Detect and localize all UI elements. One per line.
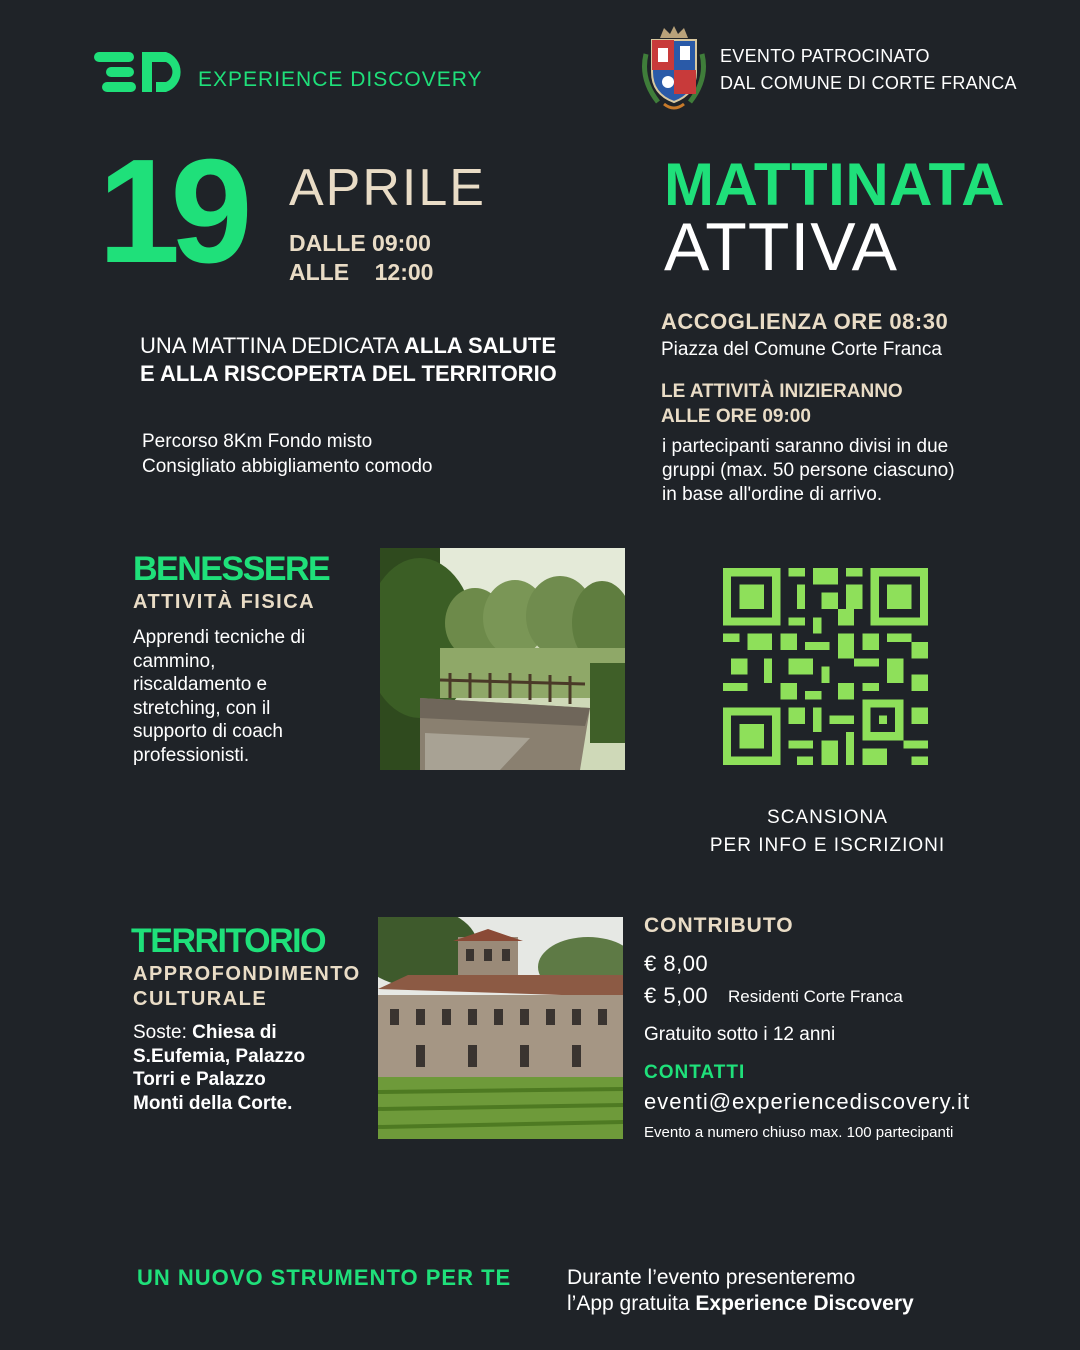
footer-line-app [567, 1292, 914, 1316]
free-entry: Gratuito sotto i 12 anni [644, 1024, 836, 1045]
time-from: DALLE 09:00 [289, 230, 431, 256]
event-title-line2: ATTIVA [664, 209, 898, 285]
patronage-line: DAL COMUNE DI CORTE FRANCA [720, 73, 1017, 93]
territorio-subtitle-line: APPROFONDIMENTO [133, 963, 361, 985]
territorio-title: TERRITORIO [131, 922, 326, 960]
groups-line: in base all'ordine di arrivo. [662, 484, 883, 505]
event-month: APRILE [289, 159, 486, 217]
route-detail: Percorso 8Km Fondo misto [142, 431, 373, 452]
footer-heading: UN NUOVO STRUMENTO PER TE [137, 1265, 512, 1290]
qr-code-icon[interactable] [723, 568, 928, 765]
start-heading-line: ALLE ORE 09:00 [661, 406, 811, 427]
benessere-body [133, 626, 305, 767]
footer-app-name: Experience Discovery [695, 1292, 914, 1315]
intro-text [140, 332, 560, 388]
stops-line: Chiesa di [192, 1022, 277, 1043]
territorio-stops [133, 1021, 305, 1115]
start-heading [661, 379, 981, 429]
contact-email[interactable]: eventi@experiencediscovery.it [644, 1089, 971, 1114]
price-reduced: € 5,00 [644, 983, 709, 1008]
brand-logo-icon [94, 50, 190, 94]
qr-caption-line: SCANSIONA [767, 807, 888, 828]
palazzo-photo [378, 917, 623, 1139]
benessere-title: BENESSERE [133, 550, 330, 588]
price-full: € 8,00 [644, 951, 709, 976]
intro-bold: ALLA SALUTE E ALLA RISCOPERTA DEL TERRITORIO [140, 333, 557, 386]
olive-path-photo [380, 548, 625, 770]
benessere-line: stretching, con il [133, 697, 271, 719]
route-detail: Consigliato abbigliamento comodo [142, 456, 433, 477]
welcome-place: Piazza del Comune Corte Franca [661, 339, 942, 360]
benessere-line: professionisti. [133, 744, 250, 766]
footer-app-plain: l’App gratuita [567, 1292, 696, 1315]
stops-line: S.Eufemia, Palazzo [133, 1045, 306, 1067]
groups-line: i partecipanti saranno divisi in due [662, 436, 949, 457]
price-reduced-note: Residenti Corte Franca [728, 987, 903, 1006]
qr-caption-line: PER INFO E ISCRIZIONI [709, 835, 946, 856]
benessere-subtitle: ATTIVITÀ FISICA [133, 591, 316, 613]
footer-line: Durante l’evento presenteremo [567, 1266, 856, 1289]
benessere-line: Apprendi tecniche di [133, 627, 306, 648]
start-heading-line: LE ATTIVITÀ INIZIERANNO [661, 381, 903, 402]
territorio-subtitle [133, 962, 361, 1012]
qr-caption [700, 804, 955, 860]
participant-limit: Evento a numero chiuso max. 100 partecipanti [644, 1124, 954, 1141]
patronage-text [720, 43, 1017, 97]
groups-text [662, 435, 1022, 507]
brand-name: EXPERIENCE DISCOVERY [198, 68, 483, 91]
stops-line: Monti della Corte. [133, 1092, 293, 1114]
contacts-heading: CONTATTI [644, 1062, 746, 1083]
route-details [142, 429, 432, 479]
municipal-crest-icon [638, 24, 710, 114]
territorio-subtitle-line: CULTURALE [133, 988, 268, 1010]
event-time [289, 229, 433, 287]
intro-plain: UNA MATTINA DEDICATA [140, 333, 405, 358]
event-day: 19 [98, 129, 243, 294]
stops-label: Soste: [133, 1022, 193, 1043]
event-title-line1: MATTINATA [664, 151, 1006, 218]
welcome-heading: ACCOGLIENZA ORE 08:30 [661, 309, 949, 334]
benessere-line: supporto di coach [133, 721, 283, 742]
contribution-heading: CONTRIBUTO [644, 914, 794, 937]
patronage-line: EVENTO PATROCINATO [720, 46, 930, 66]
stops-line: Torri e Palazzo [133, 1069, 266, 1090]
benessere-line: cammino, [133, 650, 216, 672]
benessere-line: riscaldamento e [133, 674, 268, 695]
groups-line: gruppi (max. 50 persone ciascuno) [662, 460, 955, 481]
time-to: ALLE 12:00 [289, 259, 434, 285]
